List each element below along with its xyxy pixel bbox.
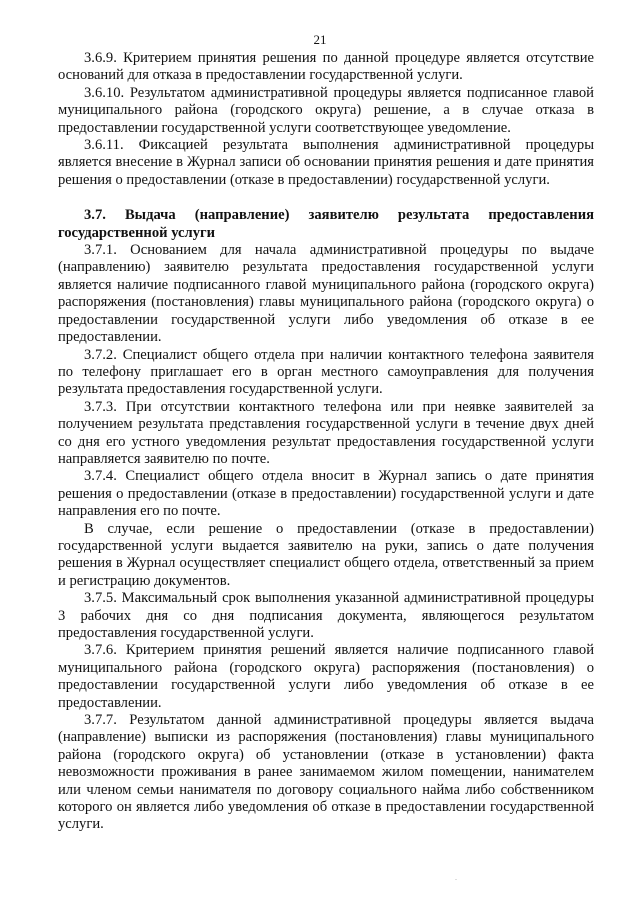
paragraph-3-7-4-note: В случае, если решение о предоставлении (отказе в предоставлении) государственной услуги выдается заявителю на руки, запись о дате получения решения в Журнал осуществляет специалист общего отдела, ответственный за прием и регистрацию документов. xyxy=(58,520,594,589)
paragraph-3-7-3: 3.7.3. При отсутствии контактного телефона или при неявке заявителей за получением результата представления государственной услуги в течение двух дней со дня его устного уведомления результат предоставления государственной услуги направляется заявителю по почте. xyxy=(58,398,594,467)
paragraph-3-7-1: 3.7.1. Основанием для начала административной процедуры по выдаче (направлению) заявителю результата предоставления государственной услуги является наличие подписанного главой муниципального района (городского округа) распоряжения (постановления) главы муниципального района (городского округа) о предоставлении государственной услуги либо уведомления об отказе в ее предоставлении. xyxy=(58,242,594,346)
paragraph-3-6-11: 3.6.11. Фиксацией результата выполнения административной процедуры является внесение в Журнал записи об основании принятия решения и дате принятия решения о предоставлении (отказе в предоставлении) государственной услуги. xyxy=(58,137,594,188)
paragraph-3-7-4: 3.7.4. Специалист общего отдела вносит в Журнал запись о дате принятия решения о предоставлении (отказе в предоставлении) государственной услуги и дате направления его по почте. xyxy=(58,468,594,520)
page-number: 21 xyxy=(313,32,327,47)
paragraph-3-7-5: 3.7.5. Максимальный срок выполнения указанной административной процедуры 3 рабочих дня со дня подписания документа, являющегося результатом предоставления государственной услуги. xyxy=(58,590,594,641)
paragraph-3-6-9: 3.6.9. Критерием принятия решения по данной процедуре является отсутствие оснований для отказа в предоставлении государственной услуги. xyxy=(58,50,594,84)
paragraph-3-6-10: 3.6.10. Результатом административной процедуры является подписанное главой муниципального района (городского округа) решение, а в случае отказа в предоставлении государственной услуги соответствующее уведомление. xyxy=(58,84,594,136)
paragraph-3-7-2: 3.7.2. Специалист общего отдела при наличии контактного телефона заявителя по телефону приглашает его в орган местного самоуправления для получения результата предоставления государственной услуги. xyxy=(58,346,594,398)
paragraph-3-7-6: 3.7.6. Критерием принятия решений является наличие подписанного главой муниципального района (городского округа) распоряжения (постановления) о предоставлении государственной услуги либо уведомления об отказе в ее предоставлении. xyxy=(58,642,594,711)
section-heading-3-7: 3.7. Выдача (направление) заявителю результата предоставления государственной услуги xyxy=(58,207,594,241)
document-body xyxy=(58,50,594,834)
paragraph-3-7-7: 3.7.7. Результатом данной административной процедуры является выдача (направление) выписки из распоряжения (постановления) главы муниципального района (городского округа) об установлении (отказе в установлении) факта невозможности проживания в ранее занимаемом жилом помещении, нанимателем или членом семьи нанимателя по договору социального найма либо собственником которого он является либо уведомления об отказе в предоставлении государственной услуги. xyxy=(58,712,594,833)
scan-mark: . xyxy=(455,873,457,882)
